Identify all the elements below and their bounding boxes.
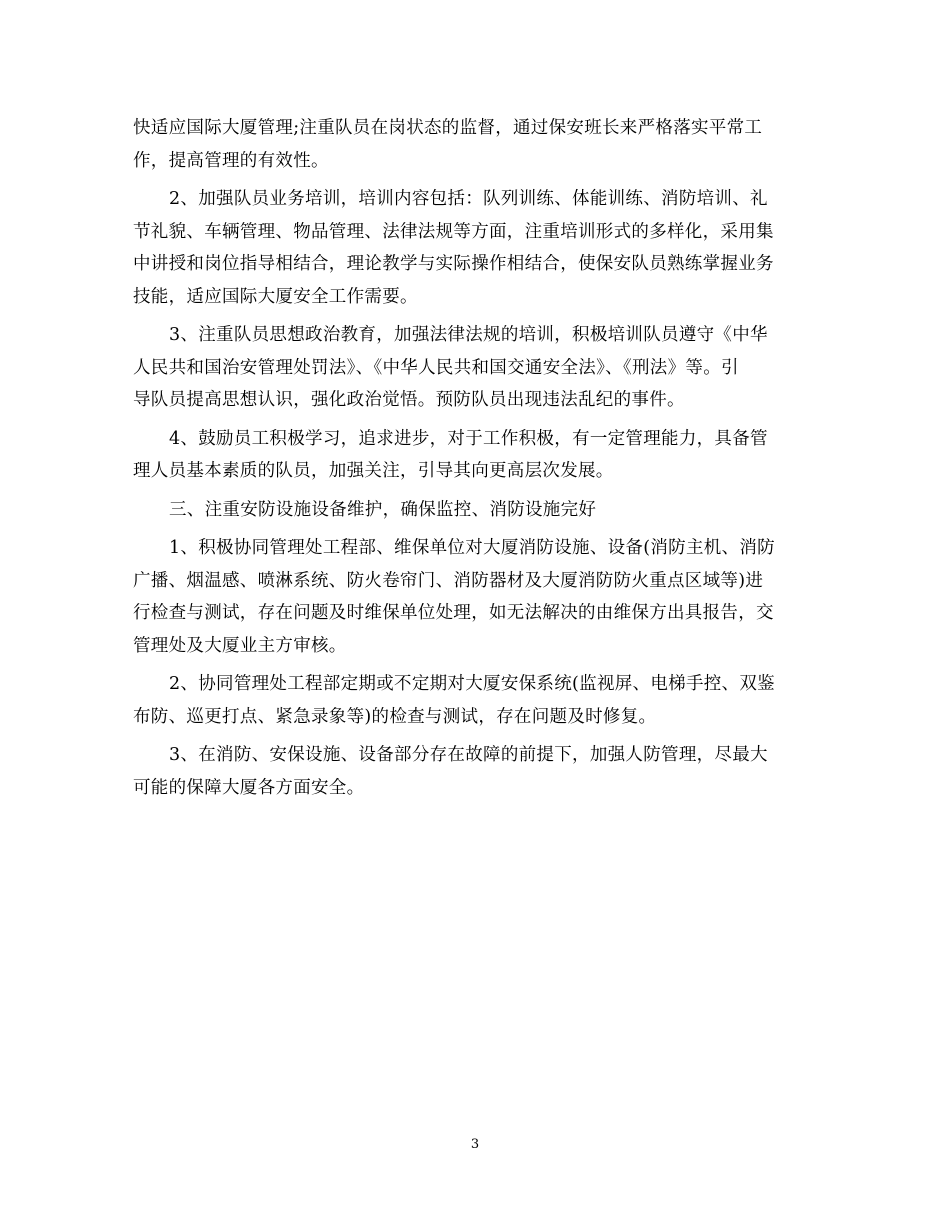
paragraph-item-4-encourage: 4、鼓励员工积极学习，追求进步，对于工作积极，有一定管理能力，具备管 理人员基本素质的队员，加强关注，引导其向更高层次发展。 xyxy=(133,428,768,481)
paragraph-item-2-training: 2、加强队员业务培训，培训内容包括：队列训练、体能训练、消防培训、礼 节礼貌、车辆管理、物品管理、法律法规等方面，注重培训形式的多样化，采用集 中讲授和岗位指导相结合，理论教学与实际操作相结合，使保安队员熟练掌握业务 技能，适应国际大厦安全工作需要。 xyxy=(133,189,774,307)
page-number: 3 xyxy=(470,1137,480,1152)
section-heading-3: 三、注重安防设施设备维护，确保监控、消防设施完好 xyxy=(169,499,597,520)
paragraph-item-2-security-system: 2、协同管理处工程部定期或不定期对大厦安保系统(监视屏、电梯手控、双鉴 布防、巡更打点、紧急录象等)的检查与测试，存在问题及时修复。 xyxy=(133,674,775,727)
document-body xyxy=(133,112,817,810)
paragraph-item-3-education: 3、注重队员思想政治教育，加强法律法规的培训，积极培训队员遵守《中华 人民共和国治安管理处罚法》、《中华人民共和国交通安全法》、《刑法》等。引 导队员提高思想认识，强化政治觉悟。预防队员出现违法乱纪的事件。 xyxy=(133,325,768,410)
paragraph-item-3-civil-defense: 3、在消防、安保设施、设备部分存在故障的前提下，加强人防管理，尽最大 可能的保障大厦各方面安全。 xyxy=(133,745,768,798)
paragraph-item-1-fire-facilities: 1、积极协同管理处工程部、维保单位对大厦消防设施、设备(消防主机、消防 广播、烟温感、喷淋系统、防火卷帘门、消防器材及大厦消防防火重点区域等)进 行检查与测试，存在问题及时维保单位处理，如无法解决的由维保方出具报告，交 管理处及大厦业主方审核。 xyxy=(133,538,775,656)
paragraph-continuation: 快适应国际大厦管理;注重队员在岗状态的监督，通过保安班长来严格落实平常工 作，提高管理的有效性。 xyxy=(133,118,763,171)
